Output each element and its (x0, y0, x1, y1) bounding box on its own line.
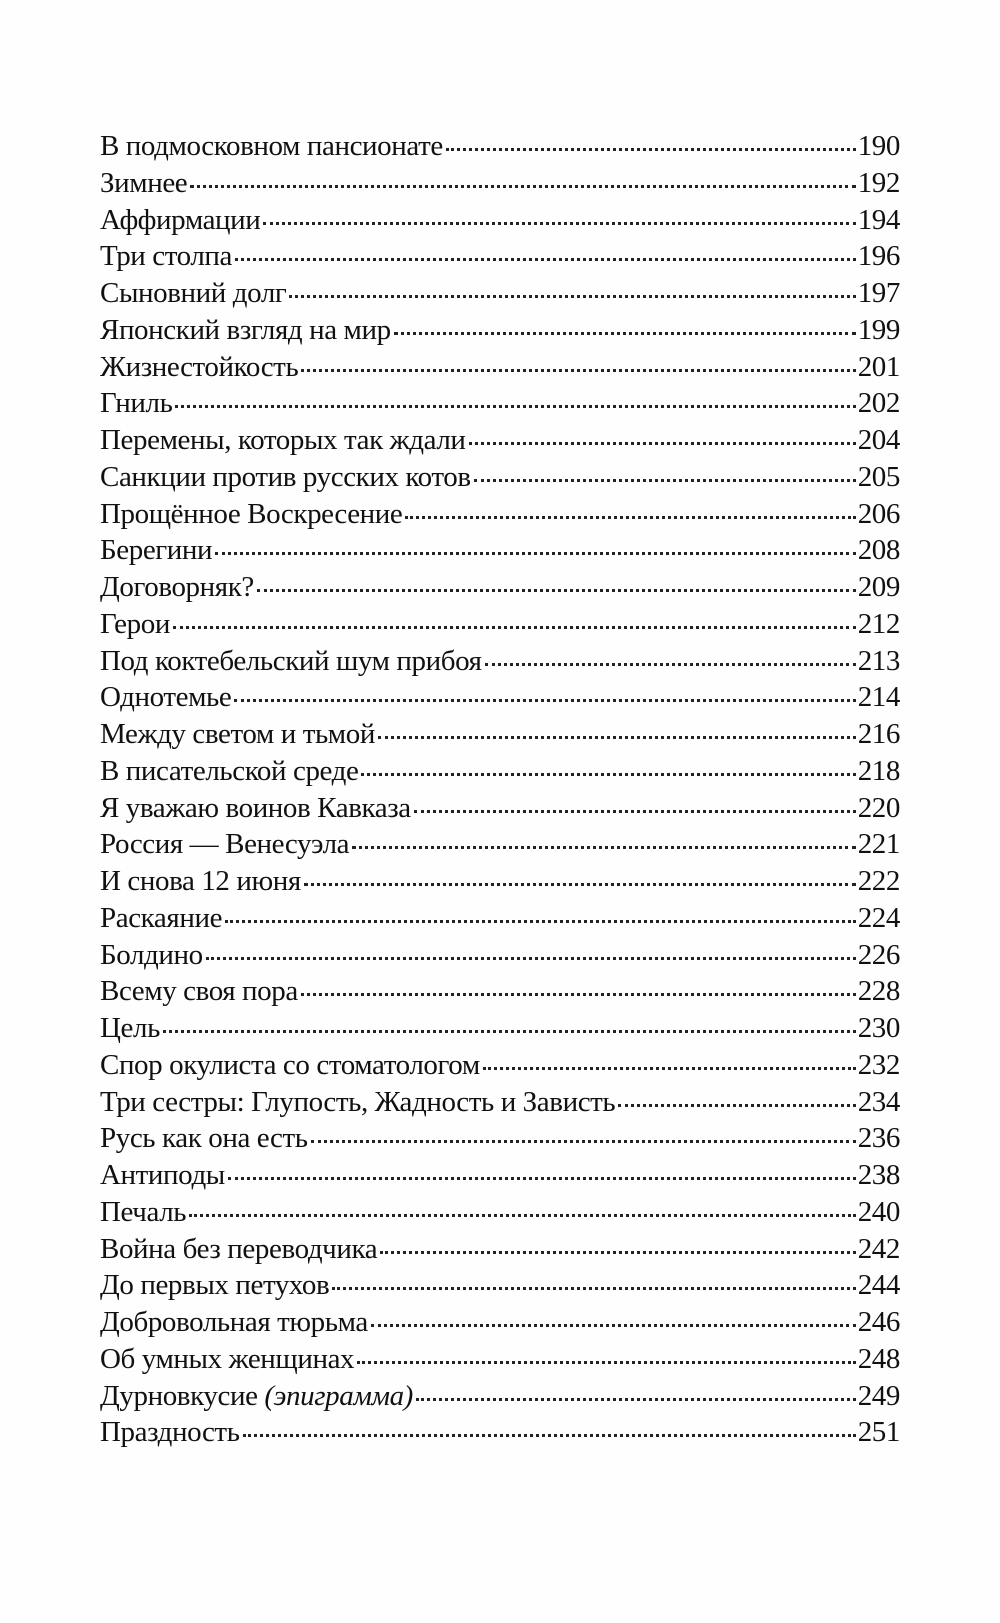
entry-title (100, 1120, 308, 1157)
entry-title (100, 349, 298, 386)
entry-title-text: Договорняк? (100, 571, 254, 603)
entry-title-text: Россия — Венесуэла (100, 828, 350, 861)
toc-entry (100, 496, 900, 533)
dot-leader (257, 589, 856, 592)
entry-title-text: Раскаяние (100, 901, 223, 934)
entry-title-text: В подмосковном пансионате (100, 130, 443, 162)
page-number: 240 (857, 1195, 900, 1228)
entry-title (100, 1414, 240, 1451)
page-number: 205 (857, 460, 900, 493)
page-number: 206 (857, 497, 900, 530)
page-number: 234 (857, 1085, 900, 1118)
page-number: 248 (857, 1342, 900, 1375)
toc-entry (100, 275, 900, 312)
entry-title-text: До первых петухов (100, 1269, 330, 1302)
entry-title-text: Праздность (100, 1416, 240, 1449)
entry-title (100, 165, 187, 202)
entry-title-text: Герои (100, 607, 170, 640)
dot-leader (485, 663, 856, 666)
dot-leader (189, 1214, 856, 1217)
page-number: 204 (857, 424, 900, 456)
entry-title-text: Три столпа (100, 240, 233, 273)
dot-leader (190, 185, 855, 188)
dot-leader (405, 516, 855, 519)
toc-entry (100, 900, 900, 937)
entry-title (100, 1084, 615, 1121)
entry-title (100, 973, 298, 1010)
toc-entry (100, 202, 900, 239)
entry-title-text: В писательской среде (100, 754, 359, 787)
dot-leader (394, 332, 856, 335)
page-number: 212 (857, 607, 900, 640)
toc-entry (100, 790, 900, 827)
toc-entry (100, 1231, 900, 1268)
toc-entry (100, 1414, 900, 1451)
entry-title-text: Прощённое Воскресение (100, 497, 403, 530)
entry-title (100, 569, 254, 606)
entry-title (100, 606, 170, 643)
dot-leader (357, 1361, 856, 1364)
entry-title (100, 863, 301, 900)
toc-entry (100, 1010, 900, 1047)
entry-title (100, 1231, 377, 1268)
entry-title-text: И снова 12 июня (100, 865, 301, 897)
entry-title-text: Зимнее (100, 166, 188, 199)
dot-leader (163, 1030, 856, 1033)
page-number: 197 (857, 277, 900, 309)
toc-entry (100, 937, 900, 974)
dot-leader (304, 883, 856, 886)
dot-leader (332, 1287, 855, 1290)
toc-entry (100, 826, 900, 863)
entry-title-text: Антиподы (100, 1159, 225, 1191)
page-number: 238 (857, 1159, 900, 1191)
entry-title (100, 128, 443, 165)
dot-leader (414, 810, 856, 813)
dot-leader (474, 479, 856, 482)
dot-leader (380, 1251, 855, 1254)
entry-title (100, 202, 260, 239)
entry-title-text: Дурновкусие (100, 1379, 258, 1412)
dot-leader (301, 369, 855, 372)
entry-title (100, 1341, 354, 1378)
toc-entry (100, 863, 900, 900)
dot-leader (378, 736, 856, 739)
entry-title-text: Об умных женщинах (100, 1342, 355, 1375)
entry-title (100, 937, 203, 974)
entry-title-text: Болдино (100, 938, 203, 971)
entry-title-text: Русь как она есть (100, 1122, 308, 1155)
dot-leader (263, 222, 855, 225)
table-of-contents (100, 128, 900, 1451)
dot-leader (352, 846, 856, 849)
page-number: 232 (857, 1048, 900, 1081)
dot-leader (311, 1140, 856, 1143)
entry-title-text: Печаль (100, 1195, 187, 1228)
toc-entry (100, 312, 900, 349)
entry-title (100, 532, 212, 569)
page-number: 246 (857, 1306, 900, 1338)
page-number: 251 (857, 1416, 900, 1449)
dot-leader (483, 1067, 856, 1070)
page-number: 194 (857, 203, 900, 236)
dot-leader (469, 442, 856, 445)
toc-entry (100, 349, 900, 386)
entry-title (100, 312, 391, 349)
page-number: 218 (857, 754, 900, 787)
toc-entry (100, 606, 900, 643)
entry-title-text: Японский взгляд на мир (100, 313, 391, 346)
entry-title (100, 716, 375, 753)
toc-entry (100, 1157, 900, 1194)
entry-title (100, 1010, 160, 1047)
entry-title (100, 1047, 480, 1084)
entry-title (100, 385, 172, 422)
toc-entry (100, 1047, 900, 1084)
dot-leader (361, 773, 855, 776)
entry-title (100, 643, 482, 680)
page-number: 236 (857, 1122, 900, 1155)
entry-title (100, 496, 402, 533)
toc-entry (100, 1084, 900, 1121)
dot-leader (416, 1398, 856, 1401)
toc-entry (100, 1378, 900, 1415)
page-number: 201 (857, 350, 900, 383)
entry-title-text: Цель (100, 1012, 160, 1044)
toc-entry (100, 753, 900, 790)
page-number: 199 (857, 313, 900, 346)
entry-title (100, 422, 466, 459)
entry-title-text: Берегини (100, 534, 213, 567)
entry-title-text: Перемены, которых так ждали (100, 424, 466, 456)
dot-leader (225, 920, 856, 923)
page-number: 213 (857, 644, 900, 677)
entry-title (100, 790, 411, 827)
entry-title (100, 275, 286, 312)
toc-entry (100, 459, 900, 496)
dot-leader (243, 1434, 856, 1437)
dot-leader (371, 1324, 856, 1327)
entry-title (100, 1194, 186, 1231)
toc-entry (100, 1194, 900, 1231)
dot-leader (175, 405, 855, 408)
toc-entry (100, 165, 900, 202)
entry-title (100, 1157, 225, 1194)
dot-leader (215, 552, 856, 555)
entry-title (100, 459, 471, 496)
toc-entry (100, 238, 900, 275)
page-number: 192 (857, 166, 900, 199)
entry-title-text: Жизнестойкость (100, 350, 299, 383)
dot-leader (618, 1104, 855, 1107)
toc-entry (100, 1267, 900, 1304)
toc-entry (100, 532, 900, 569)
page-number: 228 (857, 975, 900, 1008)
toc-entry (100, 1120, 900, 1157)
page-number: 216 (857, 718, 900, 750)
entry-title-text: Всему своя пора (100, 975, 298, 1008)
entry-title (100, 238, 232, 275)
toc-entry (100, 1304, 900, 1341)
page-number: 196 (857, 240, 900, 273)
entry-title (100, 900, 222, 937)
page-number: 230 (857, 1012, 900, 1044)
page-number: 226 (857, 938, 900, 971)
page-number: 208 (857, 534, 900, 567)
page-number: 224 (857, 901, 900, 934)
dot-leader (206, 957, 856, 960)
page-number: 249 (857, 1379, 900, 1412)
dot-leader (228, 1177, 856, 1180)
dot-leader (235, 258, 856, 261)
entry-title-text: Под коктебельский шум прибоя (100, 644, 482, 677)
dot-leader (289, 295, 855, 298)
toc-entry (100, 643, 900, 680)
page-number: 214 (857, 681, 900, 714)
page-number: 220 (857, 791, 900, 824)
entry-title-text: Три сестры: Глупость, Жадность и Зависть (100, 1085, 616, 1118)
entry-title-text: Сыновний долг (100, 277, 287, 309)
entry-title (100, 753, 358, 790)
entry-title-text: Я уважаю воинов Кавказа (100, 791, 411, 824)
entry-title-text: Война без переводчика (100, 1232, 378, 1265)
entry-title-text: Аффирмации (100, 203, 261, 236)
entry-title-text: Однотемье (100, 681, 232, 714)
toc-entry (100, 422, 900, 459)
entry-title-text: Гниль (100, 387, 173, 420)
entry-title-text: Спор окулиста со стоматологом (100, 1048, 480, 1081)
dot-leader (301, 993, 856, 996)
toc-entry (100, 385, 900, 422)
entry-note: (эпиграмма) (264, 1379, 413, 1412)
dot-leader (446, 148, 856, 151)
toc-entry (100, 128, 900, 165)
entry-title (100, 1304, 368, 1341)
dot-leader (234, 699, 855, 702)
entry-title (100, 679, 231, 716)
entry-title-text: Добровольная тюрьма (100, 1306, 368, 1338)
toc-entry (100, 569, 900, 606)
toc-entry (100, 679, 900, 716)
page-number: 242 (857, 1232, 900, 1265)
page-number: 190 (857, 130, 900, 162)
entry-title (100, 1378, 413, 1415)
page-number: 244 (857, 1269, 900, 1302)
entry-title-text: Санкции против русских котов (100, 460, 471, 493)
toc-entry (100, 1341, 900, 1378)
page-number: 221 (857, 828, 900, 861)
dot-leader (173, 626, 856, 629)
entry-title (100, 1267, 329, 1304)
toc-entry (100, 716, 900, 753)
entry-title (100, 826, 349, 863)
page-number: 202 (857, 387, 900, 420)
page-number: 222 (857, 865, 900, 897)
toc-entry (100, 973, 900, 1010)
entry-title-text: Между светом и тьмой (100, 718, 375, 750)
page-number: 209 (857, 571, 900, 603)
